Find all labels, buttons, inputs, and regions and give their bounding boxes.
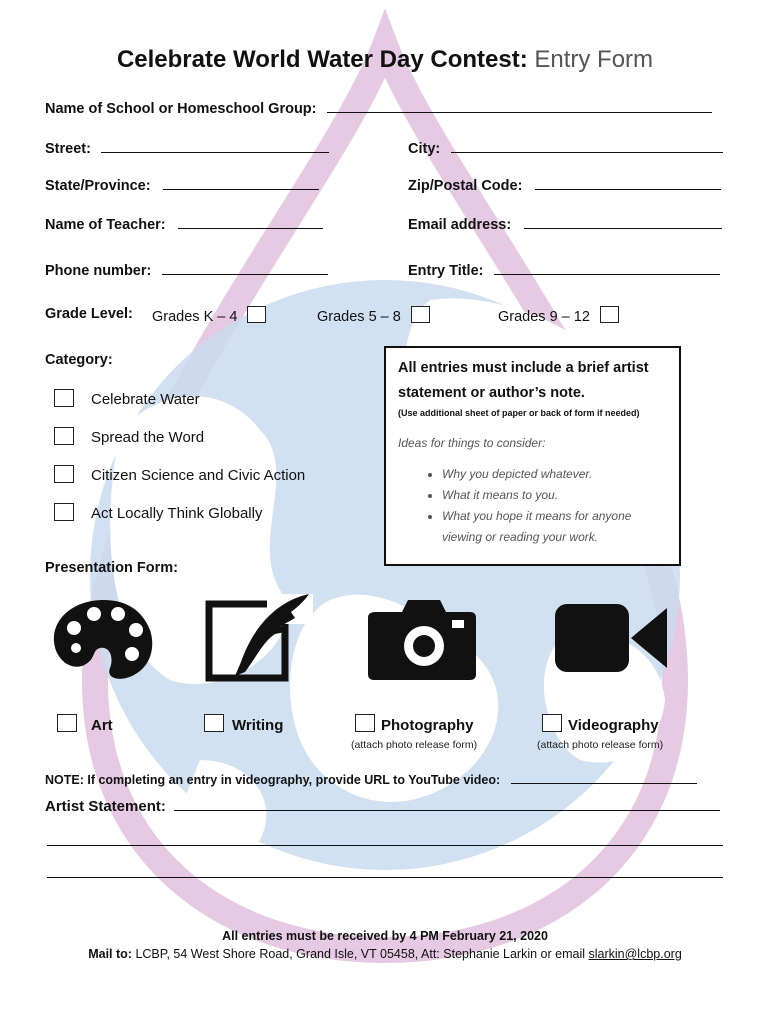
artist-statement-note-box — [384, 346, 681, 566]
phone-input-line[interactable] — [162, 260, 328, 275]
artist-statement-line-2[interactable] — [47, 845, 723, 846]
email-field — [408, 214, 722, 234]
entry-title-input-line[interactable] — [494, 260, 720, 275]
state-input-line[interactable] — [163, 175, 319, 190]
presentation-option-writing[interactable] — [204, 714, 283, 734]
mail-to-label: Mail to: — [88, 947, 132, 961]
quill-icon — [205, 592, 313, 684]
street-input-line[interactable] — [101, 138, 329, 153]
title-main: Celebrate World Water Day Contest: — [116, 46, 528, 73]
palette-icon — [52, 598, 156, 682]
category-citizen-science-checkbox[interactable] — [54, 465, 74, 483]
grade-option-9-12[interactable] — [498, 306, 619, 325]
school-group-field — [45, 98, 712, 118]
grade-option-k4[interactable] — [152, 306, 266, 325]
category-option-label: Act Locally Think Globally — [91, 505, 263, 522]
category-spread-word-checkbox[interactable] — [54, 427, 74, 445]
video-url-input-line[interactable] — [511, 771, 697, 784]
entry-title-field — [408, 260, 720, 280]
video-url-field — [45, 771, 697, 789]
category-act-locally-checkbox[interactable] — [54, 503, 74, 521]
teacher-field — [45, 214, 323, 234]
grade-option-5-8[interactable] — [317, 306, 430, 325]
entry-title-label: Entry Title: — [408, 263, 484, 279]
grade-5-8-checkbox[interactable] — [411, 306, 430, 323]
category-option-label: Spread the Word — [91, 429, 205, 446]
note-ideas-list — [398, 464, 667, 548]
list-item: • Why you depicted whatever. — [442, 464, 667, 485]
artist-statement-field — [45, 796, 720, 816]
presentation-option-photography[interactable] — [355, 714, 474, 734]
grade-option-label: Grades 5 – 8 — [317, 309, 401, 325]
category-option-label: Celebrate Water — [91, 391, 200, 408]
video-camera-icon — [553, 600, 669, 676]
deadline-text: All entries must be received by 4 PM February 21, 2020 — [222, 929, 548, 943]
category-option-label: Citizen Science and Civic Action — [91, 467, 306, 484]
presentation-option-label: Photography — [381, 717, 474, 734]
photography-release-note: (attach photo release form) — [351, 739, 478, 751]
artist-statement-label: Artist Statement: — [45, 798, 166, 815]
mail-to-address: LCBP, 54 West Shore Road, Grand Isle, VT 05458, Att: Stephanie Larkin or email — [135, 947, 586, 961]
phone-label: Phone number: — [45, 263, 152, 279]
artist-statement-input-line[interactable] — [174, 796, 720, 811]
writing-checkbox[interactable] — [204, 714, 224, 732]
grade-k4-checkbox[interactable] — [247, 306, 266, 323]
presentation-option-art[interactable] — [57, 714, 113, 734]
photography-checkbox[interactable] — [355, 714, 375, 732]
zip-label: Zip/Postal Code: — [408, 178, 523, 194]
school-group-input-line[interactable] — [327, 98, 712, 113]
state-field — [45, 175, 319, 195]
grade-option-label: Grades K – 4 — [152, 309, 238, 325]
email-label: Email address: — [408, 217, 512, 233]
videography-checkbox[interactable] — [542, 714, 562, 732]
school-group-label: Name of School or Homeschool Group: — [45, 101, 317, 117]
presentation-option-videography[interactable] — [542, 714, 659, 734]
city-input-line[interactable] — [451, 138, 723, 153]
artist-statement-line-3[interactable] — [47, 877, 723, 878]
page-title — [0, 46, 770, 74]
mail-to-line — [0, 947, 770, 961]
email-input-line[interactable] — [524, 214, 722, 229]
grade-level-label: Grade Level: — [45, 306, 133, 322]
city-label: City: — [408, 141, 441, 157]
zip-field — [408, 175, 721, 195]
title-sub: Entry Form — [534, 46, 654, 73]
grade-option-label: Grades 9 – 12 — [498, 309, 590, 325]
zip-input-line[interactable] — [535, 175, 721, 190]
list-item: • What you hope it means for anyone viewing or reading your work. — [442, 506, 667, 548]
state-label: State/Province: — [45, 178, 151, 194]
city-field — [408, 138, 723, 158]
category-celebrate-water-checkbox[interactable] — [54, 389, 74, 407]
video-url-label: NOTE: If completing an entry in videography, provide URL to YouTube video: — [45, 773, 501, 787]
phone-field — [45, 260, 328, 280]
teacher-label: Name of Teacher: — [45, 217, 166, 233]
videography-release-note: (attach photo release form) — [537, 739, 664, 751]
email-link[interactable]: slarkin@lcbp.org — [588, 947, 682, 961]
teacher-input-line[interactable] — [178, 214, 323, 229]
note-small-print: (Use additional sheet of paper or back of form if needed) — [398, 408, 640, 418]
presentation-option-label: Writing — [232, 717, 284, 734]
art-checkbox[interactable] — [57, 714, 77, 732]
presentation-option-label: Art — [91, 717, 113, 734]
camera-icon — [366, 596, 478, 680]
note-ideas-label: Ideas for things to consider: — [398, 436, 546, 450]
grade-9-12-checkbox[interactable] — [600, 306, 619, 323]
category-label: Category: — [45, 352, 113, 368]
note-heading: All entries must include a brief artist statement or author’s note. — [398, 360, 649, 401]
presentation-form-label: Presentation Form: — [45, 560, 178, 576]
presentation-option-label: Videography — [568, 717, 659, 734]
street-label: Street: — [45, 141, 91, 157]
list-item: • What it means to you. — [442, 485, 667, 506]
street-field — [45, 138, 329, 158]
